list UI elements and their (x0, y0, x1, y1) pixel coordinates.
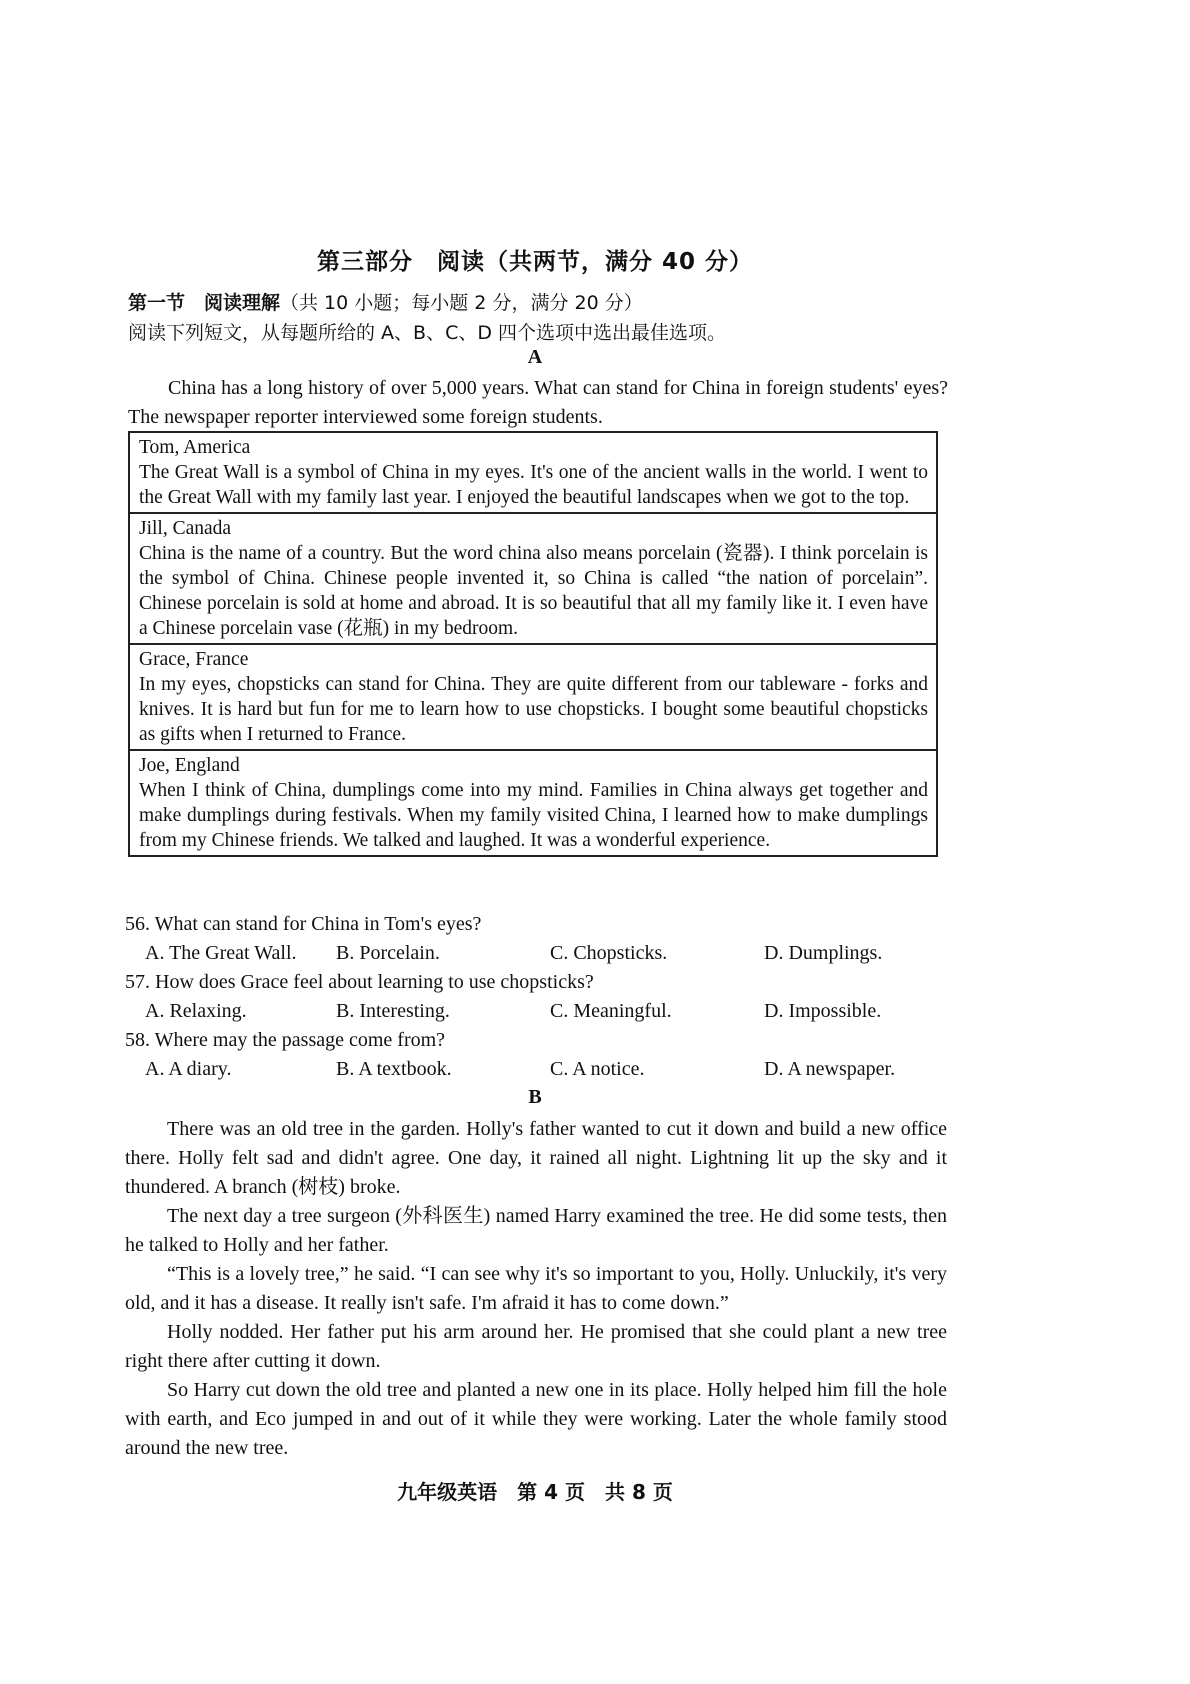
interviewee-answer: When I think of China, dumplings come into my mind. Families in China always get together and make dumplings during festivals. When my family visited China, I learned how to make dumplings from my Chinese friends. We talked and laughed. It was a wonderful experience. (139, 780, 928, 851)
option-a: A. The Great Wall. (145, 942, 297, 964)
interviewee-answer: China is the name of a country. But the word china also means porcelain (瓷器). I think porcelain is the symbol of China. Chinese people invented it, so China is called “the nation of porcelain”. Chinese porcelain is sold at home and abroad. It is so beautiful that all my family like it. I even have a Chinese porcelain vase (花瓶) in my bedroom. (139, 543, 928, 639)
interview-entry (130, 645, 936, 751)
passage-paragraph: So Harry cut down the old tree and planted a new one in its place. Holly helped him fill the hole with earth, and Eco jumped in and out of it while they were working. Later the whole family stood around the new tree. (125, 1379, 947, 1459)
question-options (125, 997, 965, 1026)
option-c: C. Meaningful. (550, 1000, 672, 1022)
section-title: 第三部分 阅读（共两节，满分 40 分） (316, 249, 754, 275)
option-c: C. A notice. (550, 1058, 645, 1080)
question-stem: 58. Where may the passage come from? (125, 1029, 446, 1051)
option-b: B. Interesting. (336, 1000, 450, 1022)
option-d: D. A newspaper. (764, 1058, 896, 1080)
option-c: C. Chopsticks. (550, 942, 668, 964)
option-b: B. A textbook. (336, 1058, 452, 1080)
option-a: A. Relaxing. (145, 1000, 247, 1022)
interviewee-name: Grace, France (139, 649, 249, 670)
sub-section-scoring: （共 10 小题；每小题 2 分，满分 20 分） (280, 292, 643, 314)
page-footer: 九年级英语 第 4 页 共 8 页 (397, 1480, 673, 1504)
passage-paragraph: The next day a tree surgeon (外科医生) named Harry examined the tree. He did some tests, then he talked to Holly and her father. (125, 1205, 947, 1256)
passage-a-intro: China has a long history of over 5,000 years. What can stand for China in foreign students' eyes? The newspaper reporter interviewed some foreign students. (128, 377, 948, 428)
interviewee-answer: In my eyes, chopsticks can stand for China. They are quite different from our tableware - forks and knives. It is hard but fun for me to learn how to use chopsticks. I bought some beautiful chopsticks as gifts when I returned to France. (139, 674, 928, 745)
passage-b-label: B (528, 1086, 542, 1108)
interview-entry (130, 751, 936, 855)
question-stem: 57. How does Grace feel about learning to use chopsticks? (125, 971, 594, 993)
instruction-text: 阅读下列短文，从每题所给的 A、B、C、D 四个选项中选出最佳选项。 (128, 322, 727, 344)
question-list (125, 910, 965, 1084)
interview-entry (130, 514, 936, 645)
question-options (125, 939, 965, 968)
passage-paragraph: There was an old tree in the garden. Holly's father wanted to cut it down and build a new office there. Holly felt sad and didn't agree. One day, it rained all night. Lightning lit up the sky and it thundered. A branch (树枝) broke. (125, 1118, 947, 1198)
interviewee-name: Joe, England (139, 755, 240, 776)
interview-table (128, 431, 938, 857)
option-d: D. Impossible. (764, 1000, 882, 1022)
passage-b-body (125, 1115, 947, 1463)
option-a: A. A diary. (145, 1058, 232, 1080)
interview-entry (130, 433, 936, 514)
passage-a-label: A (527, 346, 543, 368)
sub-section-title (128, 288, 643, 315)
question-options (125, 1055, 965, 1084)
interviewee-name: Jill, Canada (139, 518, 232, 539)
sub-section-name: 第一节 阅读理解 (128, 292, 281, 314)
question-stem: 56. What can stand for China in Tom's eyes? (125, 913, 482, 935)
interviewee-name: Tom, America (139, 437, 251, 458)
passage-paragraph: “This is a lovely tree,” he said. “I can see why it's so important to you, Holly. Unluckily, it's very old, and it has a disease. It really isn't safe. I'm afraid it has to come down.” (125, 1263, 947, 1314)
interviewee-answer: The Great Wall is a symbol of China in my eyes. It's one of the ancient walls in the world. I went to the Great Wall with my family last year. I enjoyed the beautiful landscapes when we got to the top. (139, 462, 928, 508)
option-b: B. Porcelain. (336, 942, 440, 964)
option-d: D. Dumplings. (764, 942, 883, 964)
passage-paragraph: Holly nodded. Her father put his arm around her. He promised that she could plant a new tree right there after cutting it down. (125, 1321, 947, 1372)
